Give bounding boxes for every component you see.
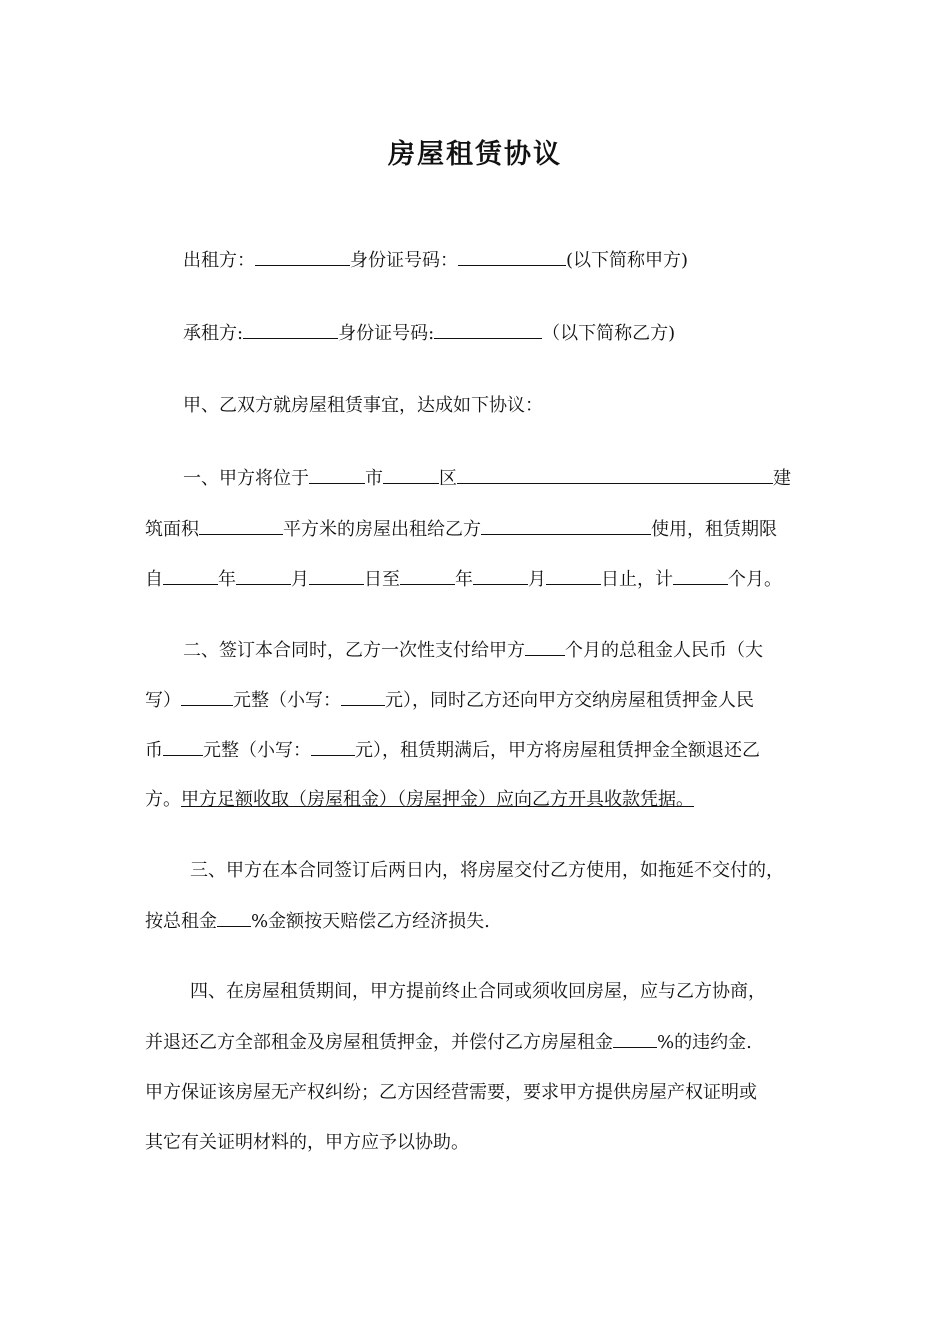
- end-month-blank[interactable]: [473, 566, 528, 585]
- area-blank[interactable]: [199, 516, 283, 535]
- clause3-line1: 三、甲方在本合同签订后两日内，将房屋交付乙方使用，如拖延不交付的，: [190, 860, 784, 881]
- lessee-id-blank[interactable]: [434, 320, 542, 339]
- clause3-line2: [145, 908, 490, 935]
- months-paid-blank[interactable]: [525, 637, 565, 656]
- lessor-name-blank[interactable]: [255, 247, 350, 266]
- clause2-line3: [145, 737, 760, 764]
- end-year-blank[interactable]: [400, 566, 455, 585]
- receipt-underlined-text: 甲方足额收取（房屋租金）（房屋押金）应向乙方开具收款凭据。: [181, 789, 694, 810]
- lessee-suffix: （以下简称乙方): [542, 323, 676, 344]
- intro-line: 甲、乙双方就房屋租赁事宜，达成如下协议：: [183, 395, 543, 416]
- clause2-text: 个月的总租金人民币（大: [565, 640, 763, 661]
- clause2-text: 元），同时乙方还向甲方交纳房屋租赁押金人民: [385, 690, 754, 711]
- start-month-blank[interactable]: [236, 566, 291, 585]
- rent-uppercase-blank[interactable]: [181, 687, 233, 706]
- clause2-text: 元整（小写：: [233, 690, 341, 711]
- clause2-line2: [145, 687, 754, 714]
- district-blank[interactable]: [383, 465, 439, 484]
- clause2-text: 币: [145, 740, 163, 761]
- city-blank[interactable]: [309, 465, 365, 484]
- clause1-text: 年: [218, 569, 236, 590]
- rent-lowercase-blank[interactable]: [341, 687, 385, 706]
- lessee-name-blank[interactable]: [243, 320, 338, 339]
- clause4-line3: 甲方保证该房屋无产权纠纷；乙方因经营需要，要求甲方提供房屋产权证明或: [145, 1082, 757, 1103]
- clause2-line4: [145, 787, 694, 813]
- clause1-text: 自: [145, 569, 163, 590]
- clause1-text: 月: [291, 569, 309, 590]
- clause1-text: 一、甲方将位于: [183, 468, 309, 489]
- clause1-text: 月: [528, 569, 546, 590]
- clause1-line3: [145, 566, 782, 593]
- clause1-text: 使用，租赁期限: [651, 519, 777, 540]
- start-day-blank[interactable]: [309, 566, 364, 585]
- clause1-text: 筑面积: [145, 519, 199, 540]
- months-blank[interactable]: [673, 566, 728, 585]
- clause4-line1: 四、在房屋租赁期间，甲方提前终止合同或须收回房屋，应与乙方协商，: [190, 981, 766, 1002]
- lessee-label: 承租方:: [183, 323, 244, 344]
- clause1-text: 平方米的房屋出租给乙方: [283, 519, 481, 540]
- end-day-blank[interactable]: [546, 566, 601, 585]
- clause3-text: 按总租金: [145, 911, 217, 932]
- usage-blank[interactable]: [481, 516, 651, 535]
- clause3-text: %金额按天赔偿乙方经济损失.: [251, 911, 490, 932]
- clause1-line2: [145, 516, 777, 543]
- clause1-text: 日止，计: [601, 569, 673, 590]
- document-title: 房屋租赁协议: [388, 139, 562, 170]
- clause1-line1: [183, 465, 791, 492]
- lessor-label: 出租方：: [183, 250, 255, 271]
- clause4-line4: 其它有关证明材料的，甲方应予以协助。: [145, 1132, 469, 1153]
- lessee-line: [183, 320, 675, 347]
- clause2-line1: [183, 637, 763, 664]
- clause4-line2: [145, 1029, 752, 1056]
- clause2-text: 元），租赁期满后，甲方将房屋租赁押金全额退还乙: [355, 740, 760, 761]
- clause4-text: %的违约金.: [657, 1032, 752, 1053]
- clause1-text: 个月。: [728, 569, 782, 590]
- clause1-text: 日至: [364, 569, 400, 590]
- clause1-text: 年: [455, 569, 473, 590]
- clause2-text: 元整（小写：: [203, 740, 311, 761]
- deposit-lowercase-blank[interactable]: [311, 737, 355, 756]
- start-year-blank[interactable]: [163, 566, 218, 585]
- clause4-text: 并退还乙方全部租金及房屋租赁押金，并偿付乙方房屋租金: [145, 1032, 613, 1053]
- lessee-id-label: 身份证号码:: [338, 323, 435, 344]
- lessor-id-label: 身份证号码：: [350, 250, 458, 271]
- deposit-uppercase-blank[interactable]: [163, 737, 203, 756]
- address-blank[interactable]: [457, 465, 773, 484]
- clause2-text: 二、签订本合同时，乙方一次性支付给甲方: [183, 640, 525, 661]
- clause1-text: 市: [365, 468, 383, 489]
- lessor-line: [183, 247, 688, 274]
- clause1-text: 建: [773, 468, 791, 489]
- clause1-text: 区: [439, 468, 457, 489]
- breach-percent-blank[interactable]: [613, 1029, 657, 1048]
- lessor-suffix: (以下简称甲方): [566, 250, 689, 271]
- lessor-id-blank[interactable]: [458, 247, 566, 266]
- clause2-text: 方。: [145, 789, 181, 810]
- clause2-text: 写）: [145, 690, 181, 711]
- penalty-percent-blank[interactable]: [217, 908, 251, 927]
